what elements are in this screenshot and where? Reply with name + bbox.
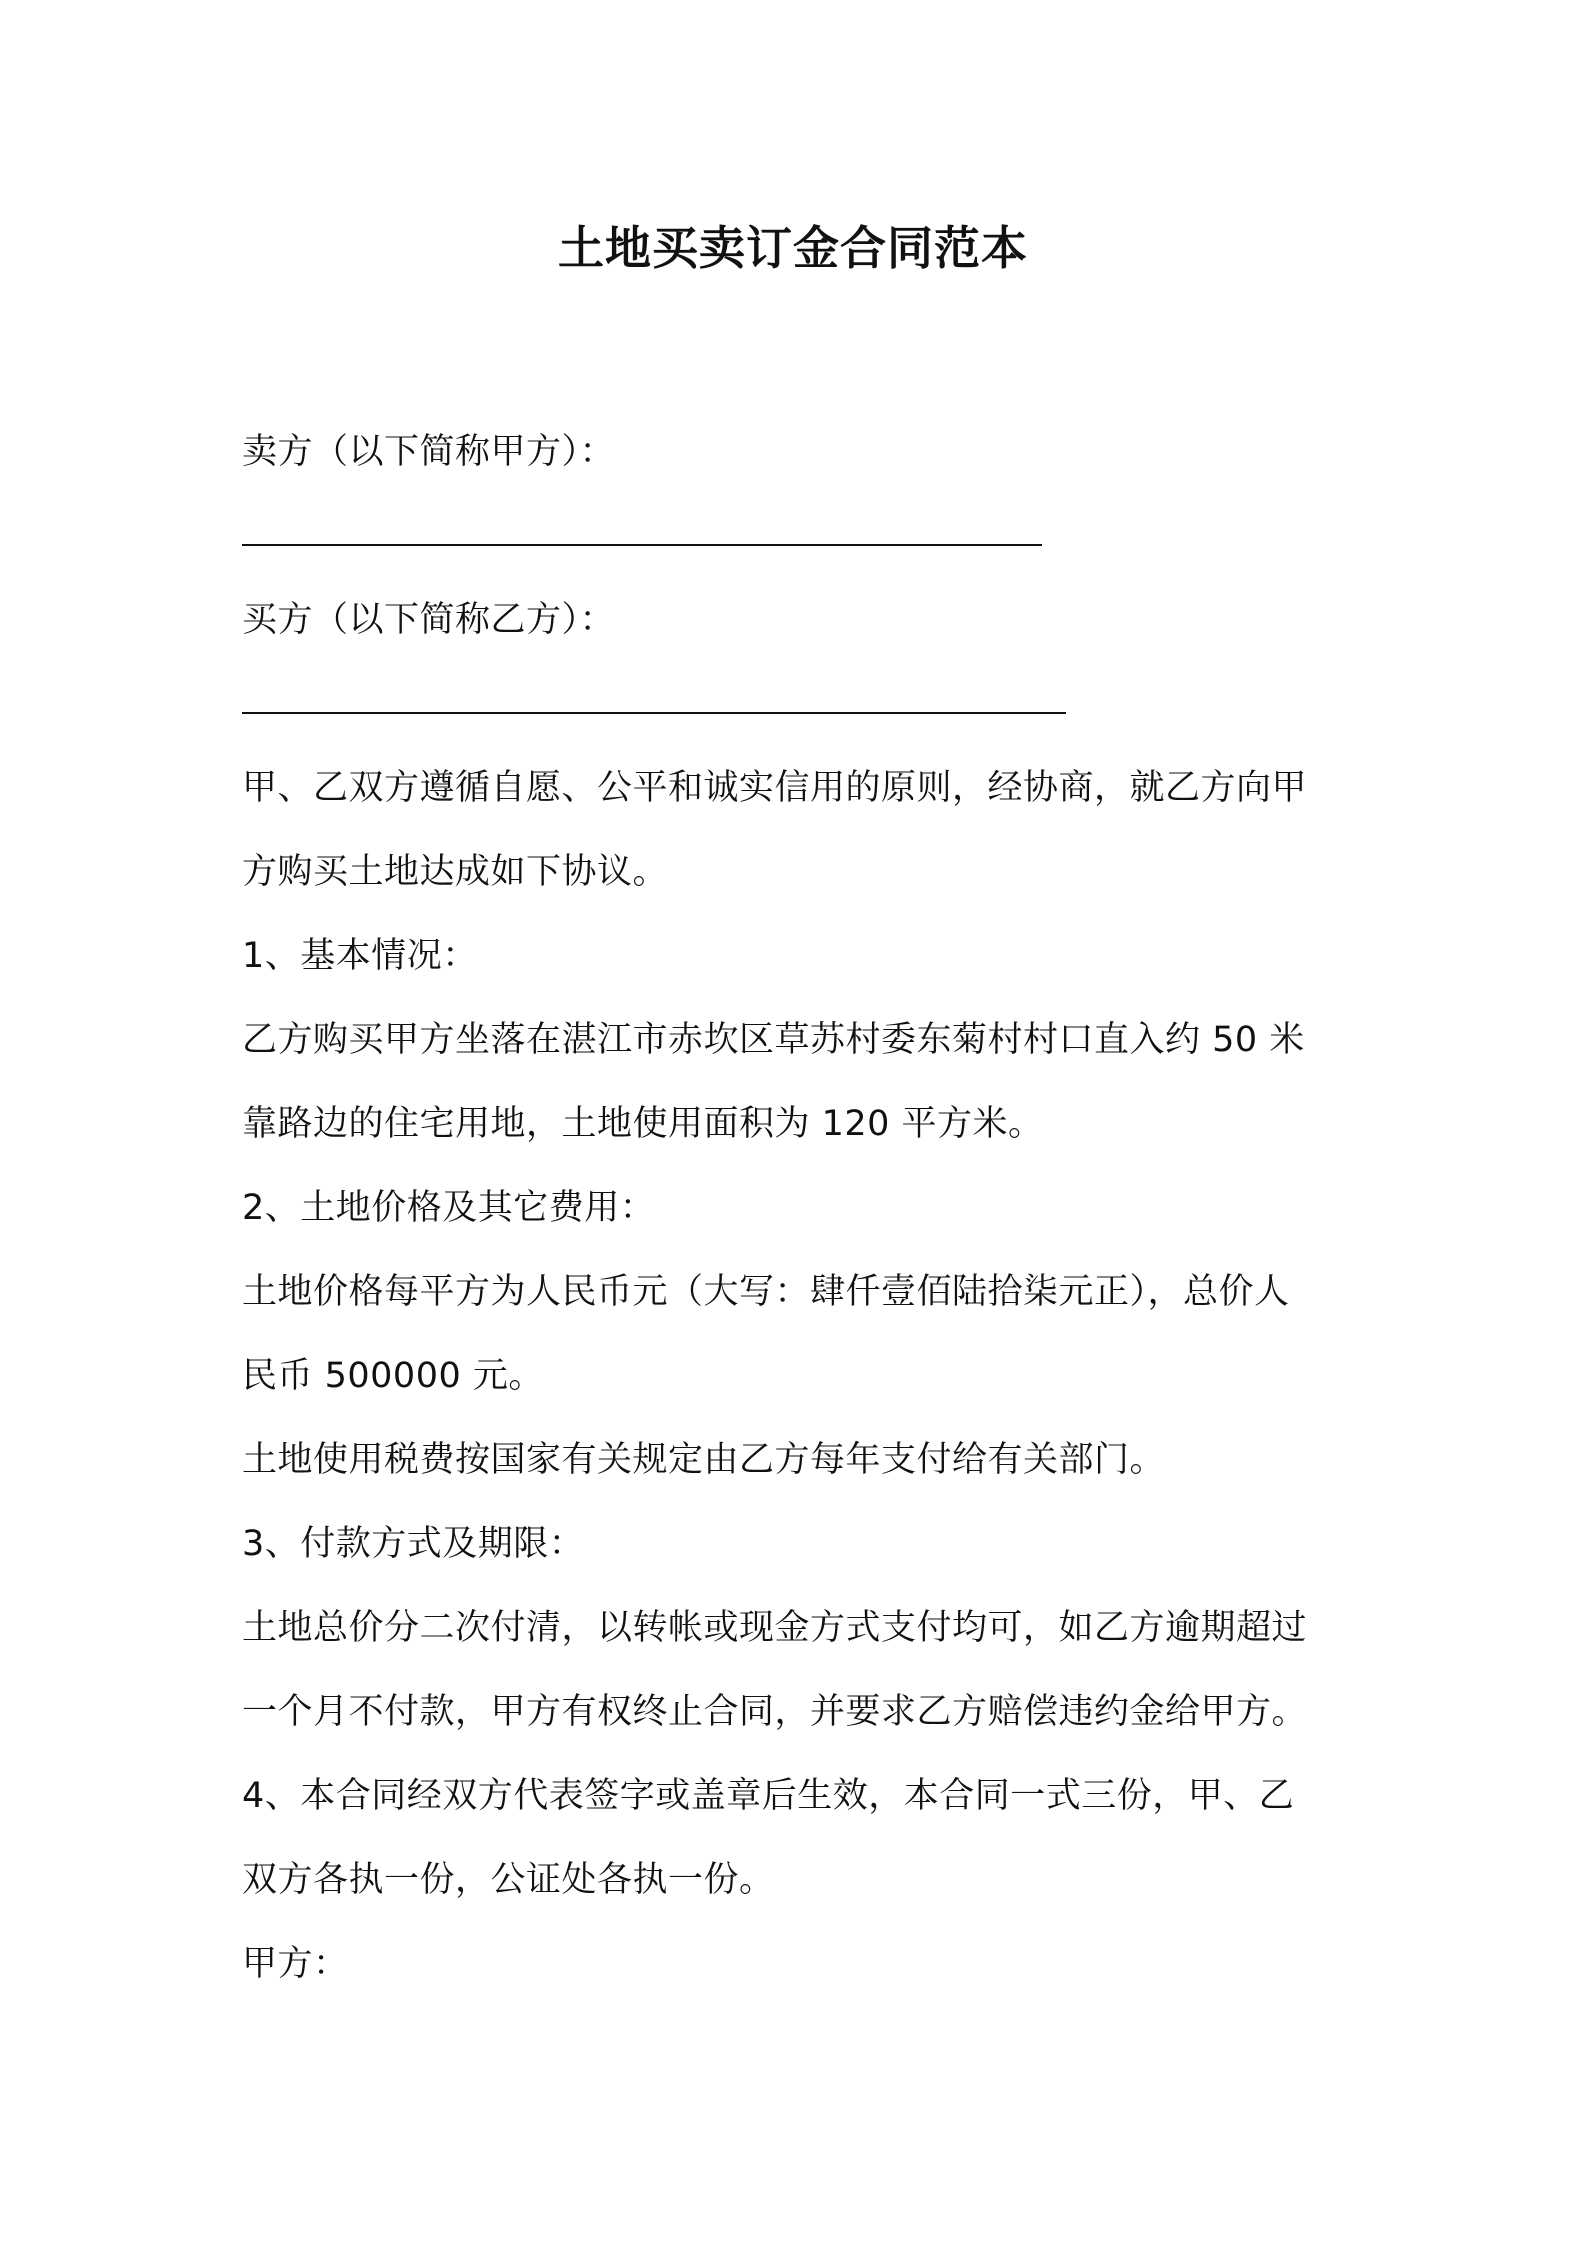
- seller-name-blank: [242, 494, 1362, 578]
- section-heading-basic: 1、基本情况：: [242, 936, 478, 976]
- section-basic-line: 乙方购买甲方坐落在湛江市赤坎区草苏村委东菊村村口直入约 50 米: [242, 1020, 1305, 1060]
- document-title: 土地买卖订金合同范本: [558, 221, 1028, 275]
- intro-line: 方购买土地达成如下协议。: [242, 852, 669, 892]
- buyer-underline: [242, 712, 1066, 714]
- buyer-label: 买方（以下简称乙方）：: [242, 600, 616, 640]
- section-payment-line: 土地总价分二次付清，以转帐或现金方式支付均可，如乙方逾期超过: [242, 1608, 1308, 1648]
- seller-label: 卖方（以下简称甲方）：: [242, 432, 616, 472]
- section-basic-line: 靠路边的住宅用地，土地使用面积为 120 平方米。: [242, 1104, 1044, 1144]
- section-heading-payment: 3、付款方式及期限：: [242, 1524, 585, 1564]
- party-a-signature-label: 甲方：: [242, 1944, 349, 1984]
- section-price-line: 土地价格每平方为人民币元（大写：肆仟壹佰陆拾柒元正），总价人: [242, 1272, 1290, 1312]
- section-effect-line: 双方各执一份，公证处各执一份。: [242, 1860, 775, 1900]
- section-effect-line: 4、本合同经双方代表签字或盖章后生效，本合同一式三份，甲、乙: [242, 1776, 1295, 1816]
- seller-underline: [242, 544, 1042, 546]
- section-heading-price: 2、土地价格及其它费用：: [242, 1188, 656, 1228]
- section-payment-line: 一个月不付款，甲方有权终止合同，并要求乙方赔偿违约金给甲方。: [242, 1692, 1308, 1732]
- intro-line: 甲、乙双方遵循自愿、公平和诚实信用的原则，经协商，就乙方向甲: [242, 768, 1308, 808]
- section-price-line: 民币 500000 元。: [242, 1356, 544, 1396]
- document-body: [242, 410, 1362, 2006]
- section-price-line: 土地使用税费按国家有关规定由乙方每年支付给有关部门。: [242, 1440, 1166, 1480]
- buyer-name-blank: [242, 662, 1362, 746]
